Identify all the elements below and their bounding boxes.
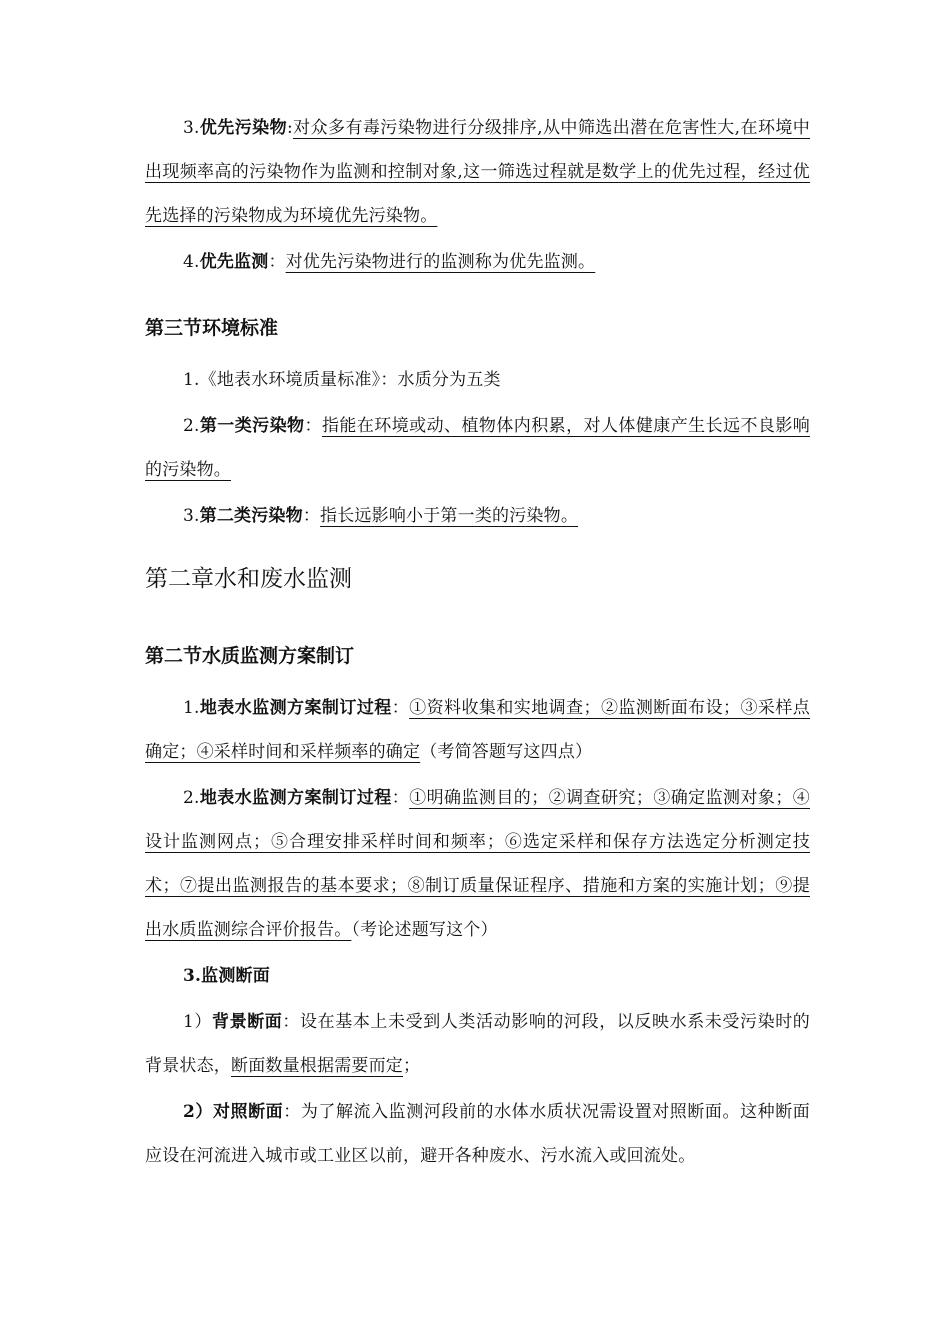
paragraph-control-section — [145, 1090, 810, 1178]
item-number: 2） — [183, 1102, 213, 1122]
section-heading-environmental-standards: 第三节环境标准 — [145, 317, 279, 339]
colon: ： — [391, 788, 410, 808]
paragraph-class-two-pollutants — [145, 494, 810, 538]
definition-text: 设在基本上未受到人类活动影响的河段，以反映水系未受污染时的背景状态， — [145, 1012, 810, 1076]
term: 优先监测 — [199, 252, 269, 272]
definition-text: ①资料收集和实地调查；②监测断面布设；③采样点确定；④采样时间和采样频率的确定 — [145, 698, 811, 762]
list-heading: 3.监测断面 — [183, 966, 270, 986]
term: 背景断面 — [212, 1012, 283, 1032]
term: 第一类污染物 — [199, 416, 305, 436]
exam-note: （考简答题写这四点） — [420, 742, 593, 762]
definition-text: ①明确监测目的；②调查研究；③确定监测对象；④设计监测网点；⑤合理安排采样时间和频率；⑥选定采样和保存方法选定分析测定技术；⑦提出监测报告的基本要求；⑧制订质量保证程序、措施和方案的实施计划；⑨提出水质监测综合评价报告。 — [145, 788, 811, 940]
definition-text: 为了解流入监测河段前的水体水质状况需设置对照断面。这种断面应设在河流进入城市或工业区以前，避开各种废水、污水流入或回流处。 — [145, 1102, 810, 1166]
paragraph-class-one-pollutants — [145, 404, 810, 492]
paragraph-priority-pollutants — [145, 106, 810, 238]
colon: ： — [304, 416, 322, 436]
item-number: 1. — [183, 698, 200, 718]
paragraph-surface-water-standard — [145, 358, 810, 402]
paragraph-plan-process-long — [145, 776, 810, 952]
definition-text: 对众多有毒污染物进行分级排序,从中筛选出潜在危害性大,在环境中出现频率高的污染物作为监测和控制对象,这一筛选过程就是数学上的优先过程，经过优先选择的污染物成为环境优先污染物。 — [145, 118, 810, 226]
colon: ： — [391, 698, 410, 718]
colon: : — [287, 118, 293, 138]
term: 第二类污染物 — [199, 506, 303, 526]
term: 地表水监测方案制订过程 — [199, 788, 392, 808]
list-text: 1.《地表水环境质量标准》：水质分为五类 — [183, 370, 501, 390]
chapter-heading-water-monitoring: 第二章水和废水监测 — [145, 566, 352, 592]
exam-note: （考论述题写这个） — [351, 920, 498, 940]
paragraph-priority-monitoring — [145, 240, 810, 284]
term: 地表水监测方案制订过程 — [199, 698, 392, 718]
colon: ： — [282, 1012, 301, 1032]
item-number: 2. — [183, 416, 200, 436]
colon: ： — [268, 252, 286, 272]
colon: ： — [302, 506, 321, 526]
term: 对照断面 — [212, 1102, 284, 1122]
item-number: 3. — [183, 118, 200, 138]
section-heading-monitoring-plan: 第二节水质监测方案制订 — [145, 645, 355, 667]
item-number: 1） — [183, 1012, 213, 1032]
item-number: 4. — [183, 252, 200, 272]
definition-text: 指长远影响小于第一类的污染物。 — [320, 506, 579, 526]
term: 优先污染物 — [199, 118, 287, 138]
item-number: 2. — [183, 788, 200, 808]
colon: ： — [283, 1102, 301, 1122]
definition-text: 对优先污染物进行的监测称为优先监测。 — [285, 252, 596, 272]
trailing-punct: ； — [403, 1056, 421, 1076]
paragraph-background-section — [145, 1000, 810, 1088]
definition-text: 指能在环境或动、植物体内积累，对人体健康产生长远不良影响的污染物。 — [145, 416, 811, 480]
paragraph-monitoring-sections — [145, 954, 810, 998]
paragraph-plan-process-short — [145, 686, 810, 774]
underlined-text: 断面数量根据需要而定 — [231, 1056, 403, 1076]
item-number: 3. — [183, 506, 200, 526]
